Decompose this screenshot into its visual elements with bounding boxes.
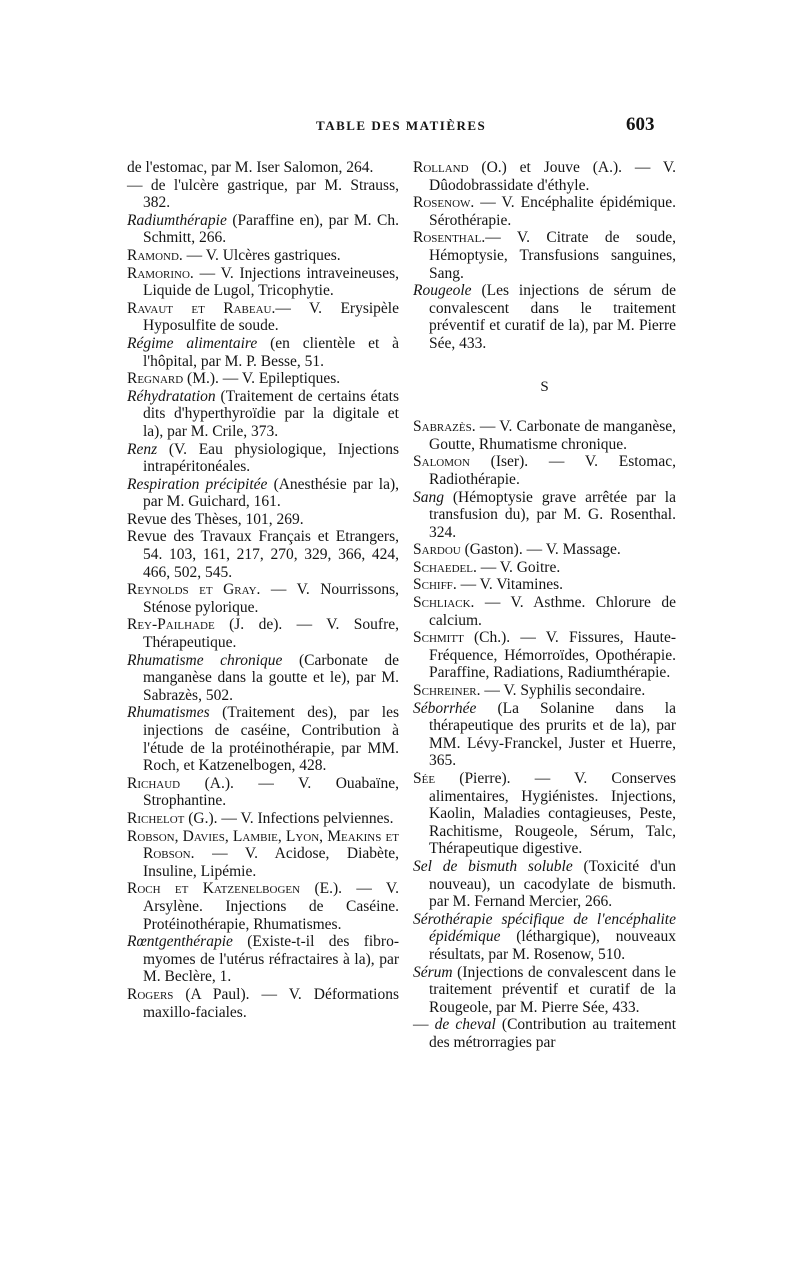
index-entry: Robson, Davies, Lambie, Lyon, Meakins et Robson. — V. Acidose, Diabète, Insuline, Lipémie. [127, 827, 399, 880]
index-entry: Rosenthal.— V. Citrate de soude, Hémoptysie, Transfusions sanguines, Sang. [413, 229, 676, 282]
index-entry: Séborrhée (La Solanine dans la thérapeutique des prurits et de la), par MM. Lévy-Franckel, Juster et Huerre, 365. [413, 699, 676, 770]
index-entry: Revue des Travaux Français et Etrangers, 54. 103, 161, 217, 270, 329, 366, 424, 466, 502, 545. [127, 528, 399, 581]
index-entry: Reynolds et Gray. — V. Nourrissons, Sténose pylorique. [127, 581, 399, 616]
running-title: TABLE DES MATIÈRES [316, 118, 487, 133]
index-entry: Richelot (G.). — V. Infections pelviennes. [127, 809, 394, 827]
index-entry: Rogers (A Paul). — V. Déformations maxillo-faciales. [127, 985, 399, 1021]
index-entries-r [413, 159, 676, 353]
index-entry: Richaud (A.). — V. Ouabaïne, Strophantine. [127, 774, 399, 810]
index-entry: Roch et Katzenelbogen (E.). — V. Arsylène. Injections de Caséine. Protéinothérapie, Rhumatismes. [127, 880, 399, 933]
index-entry: Sardou (Gaston). — V. Massage. [413, 541, 621, 559]
index-entry: Respiration précipitée (Anesthésie par la), par M. Guichard, 161. [127, 475, 399, 511]
index-entry: Regnard (M.). — V. Epileptiques. [127, 370, 341, 388]
index-entry: Rougeole (Les injections de sérum de convalescent dans le traitement préventif et curatif de la), par M. Pierre Sée, 433. [413, 282, 676, 352]
index-entry: Schiff. — V. Vitamines. [413, 576, 563, 594]
index-entry: Salomon (Iser). — V. Estomac, Radiothérapie. [413, 453, 676, 488]
index-entry: Rolland (O.) et Jouve (A.). — V. Dûodobrassidate d'éthyle. [413, 159, 676, 194]
index-entry: Ravaut et Rabeau.— V. Erysipèle Hyposulfite de soude. [127, 299, 399, 335]
index-entry: Rey-Pailhade (J. de). — V. Soufre, Thérapeutique. [127, 616, 399, 652]
page-header [0, 114, 800, 142]
index-entry: Radiumthérapie (Paraffine en), par M. Ch. Schmitt, 266. [127, 211, 399, 247]
index-entry: Sérum (Injections de convalescent dans le traitement préventif et curatif de la Rougeole, par M. Pierre Sée, 433. [413, 963, 676, 1016]
index-entry: Sabrazès. — V. Carbonate de manganèse, Goutte, Rhumatisme chronique. [413, 418, 676, 453]
index-entry: Ramorino. — V. Injections intraveineuses, Liquide de Lugol, Tricophytie. [127, 264, 399, 300]
index-entry: Réhydratation (Traitement de certains états dits d'hyperthyroïdie par la digitale et la), par M. Crile, 373. [127, 387, 399, 440]
index-entry: Revue des Thèses, 101, 269. [127, 510, 304, 528]
index-entry: Rœntgenthérapie (Existe-t-il des fibro-myomes de l'utérus réfractaires à la), par M. Beclère, 1. [127, 933, 399, 986]
index-entry: de l'estomac, par M. Iser Salomon, 264. [127, 159, 374, 176]
index-entry: Schmitt (Ch.). — V. Fissures, Haute-Fréquence, Hémorroïdes, Opothérapie. Paraffine, Radiations, Radiumthérapie. [413, 629, 676, 682]
index-column-left [127, 159, 399, 1021]
index-column-right [413, 159, 676, 1052]
section-letter: S [540, 378, 549, 395]
index-entry: — de l'ulcère gastrique, par M. Strauss, 382. [127, 176, 399, 212]
index-entry: Sée (Pierre). — V. Conserves alimentaires, Hygiénistes. Injections, Kaolin, Maladies contagieuses, Peste, Rachitisme, Rougeole, Sérum, Talc, Thérapeutique digestive. [413, 770, 676, 858]
index-entry: Ramond. — V. Ulcères gastriques. [127, 246, 341, 264]
index-entry: — de cheval (Contribution au traitement des métrorragies par [413, 1016, 676, 1051]
index-entry: Sel de bismuth soluble (Toxicité d'un nouveau), un cacodylate de bismuth. par M. Fernand Mercier, 266. [413, 857, 676, 911]
index-entry: Schreiner. — V. Syphilis secondaire. [413, 682, 646, 700]
index-entries-s [413, 418, 676, 1051]
index-entry: Sérothérapie spécifique de l'encéphalite épidémique (léthargique), nouveaux résultats, par M. Rosenow, 510. [413, 910, 676, 963]
index-entry: Schaedel. — V. Goitre. [413, 558, 561, 576]
page-number: 603 [626, 114, 655, 135]
index-entry: Régime alimentaire (en clientèle et à l'hôpital, par M. P. Besse, 51. [127, 334, 399, 370]
index-entry: Rosenow. — V. Encéphalite épidémique. Sérothérapie. [413, 194, 676, 229]
index-entry: Renz (V. Eau physiologique, Injections intrapéritonéales. [127, 440, 399, 476]
index-entry: Rhumatisme chronique (Carbonate de manganèse dans la goutte et le), par M. Sabrazès, 502. [127, 651, 399, 704]
index-entry: Rhumatismes (Traitement des), par les injections de caséine, Contribution à l'étude de la protéinothérapie, par MM. Roch, et Katzenelbogen, 428. [127, 704, 399, 775]
index-entry: Sang (Hémoptysie grave arrêtée par la transfusion du), par M. G. Rosenthal. 324. [413, 488, 676, 541]
index-entry: Schliack. — V. Asthme. Chlorure de calcium. [413, 594, 676, 629]
